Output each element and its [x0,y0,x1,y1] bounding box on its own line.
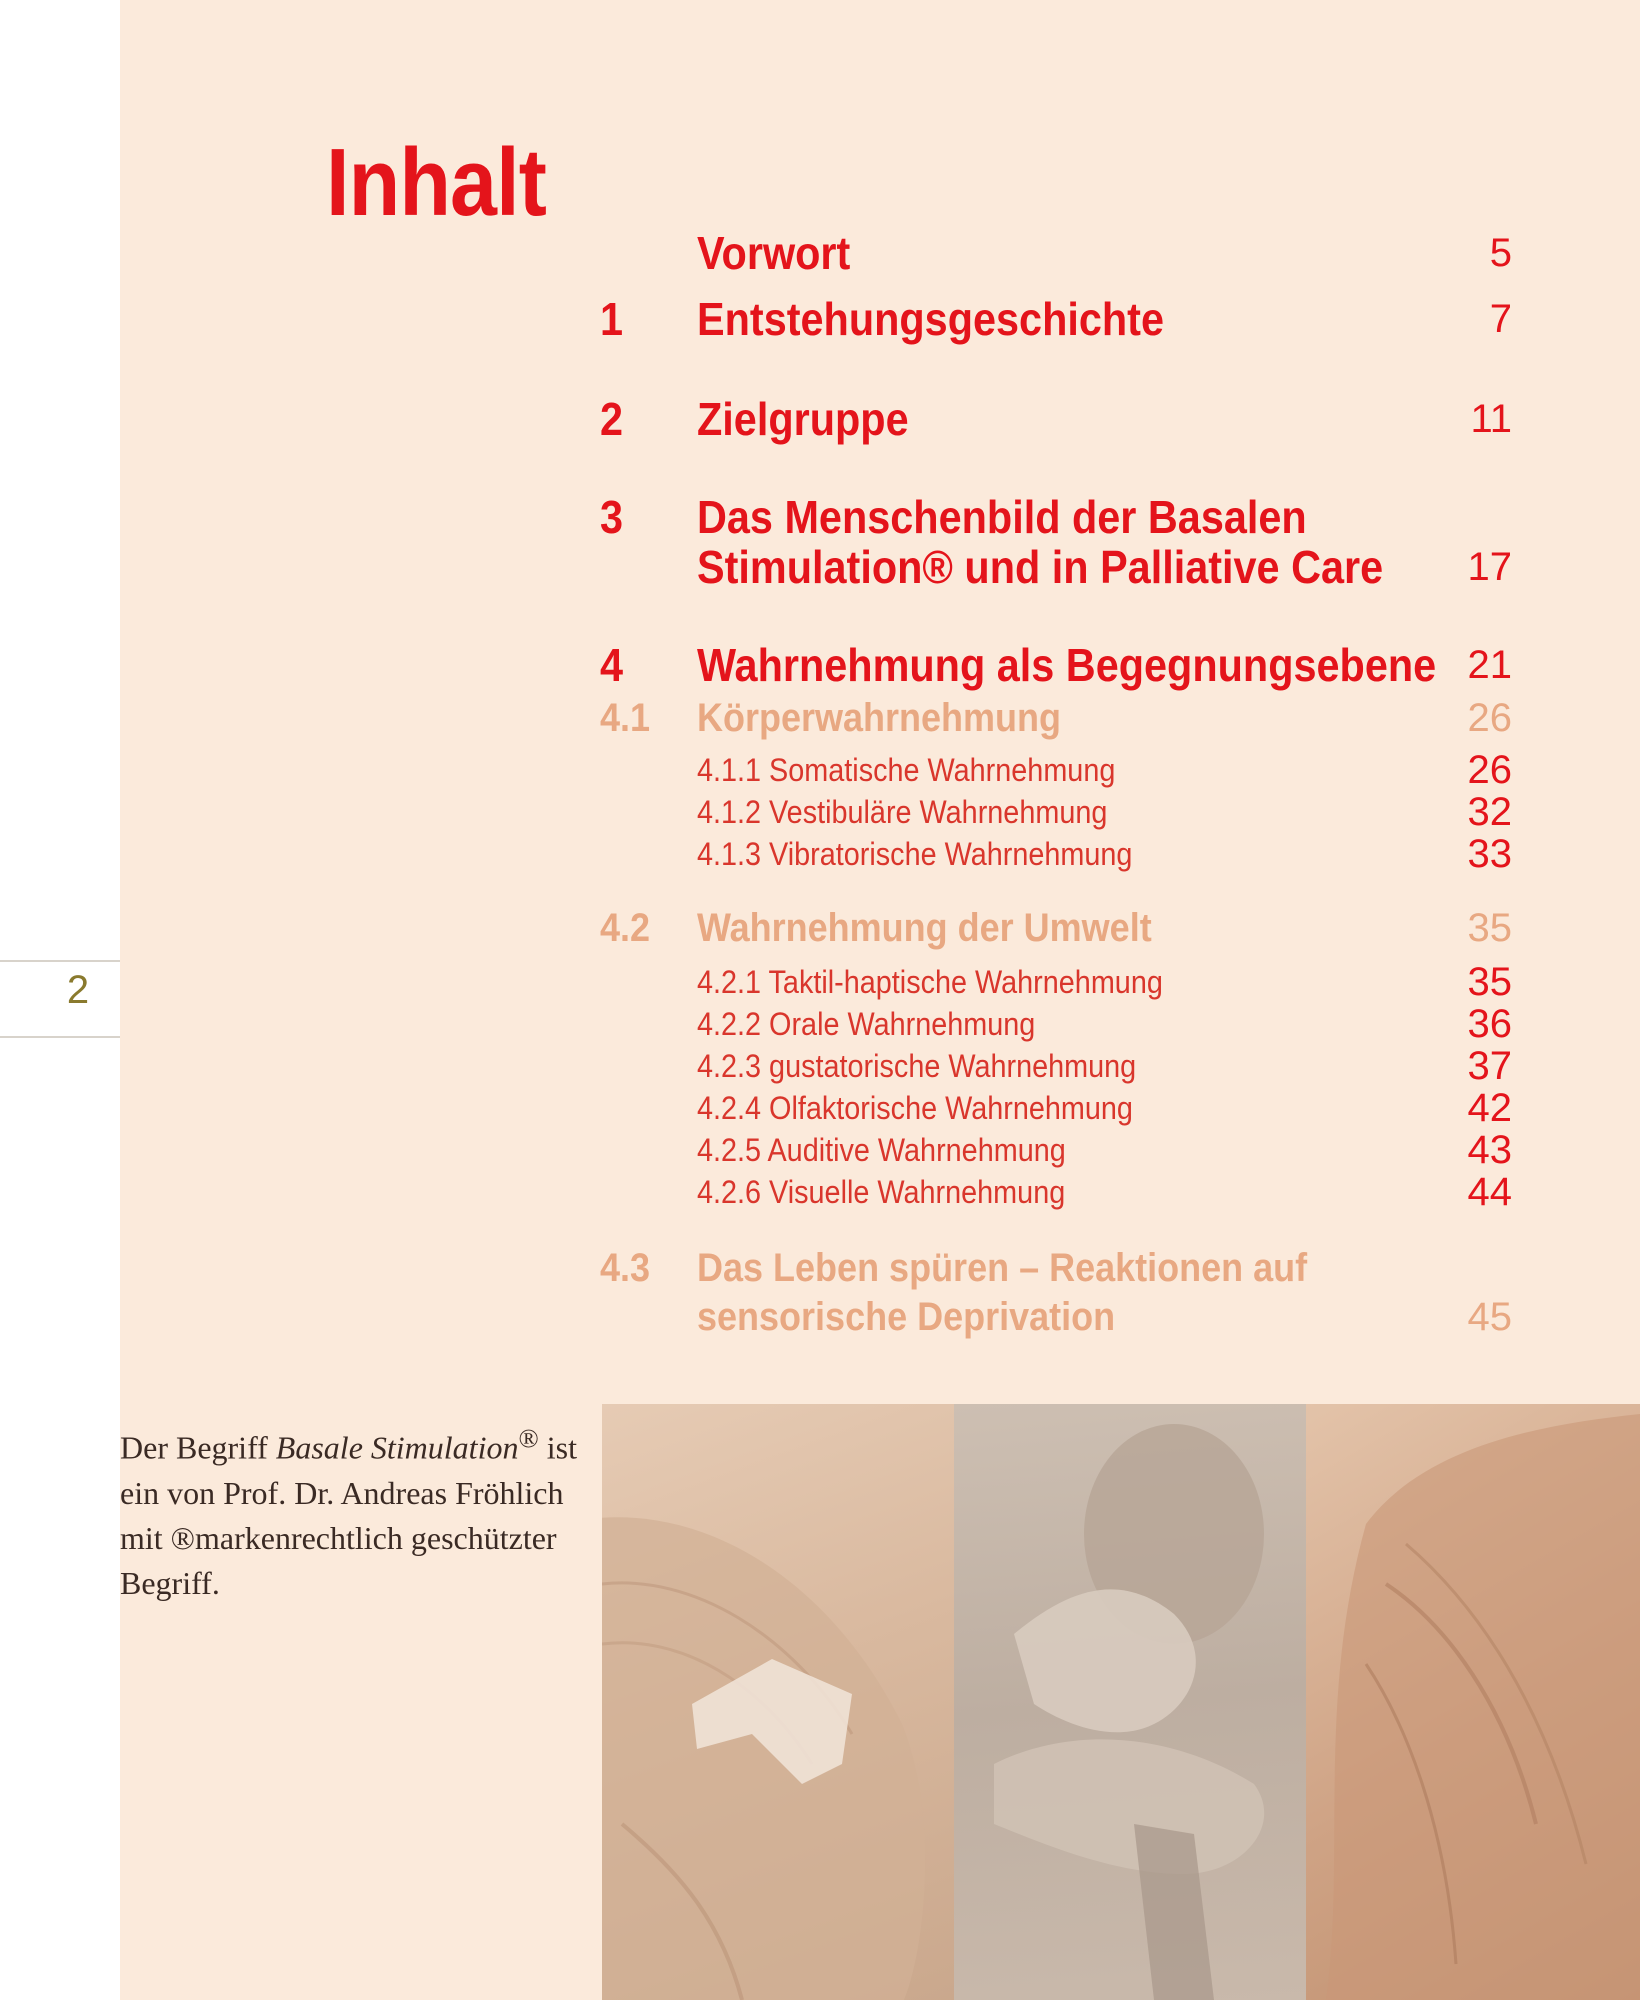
footnote-term: Basale Stimulation [275,1429,519,1466]
sculpted-hands-photo [954,1404,1306,2000]
toc-entry-label: Wahrnehmung als Begegnungsebene [697,639,1437,691]
hands-sculpture-illustration [954,1404,1306,2000]
toc-entry-label: 4.2.4 Olfaktorische Wahrnehmung [697,1090,1133,1126]
toc-entry-number: 4.3 [600,1246,651,1290]
toc-entry-label: 4.2.2 Orale Wahrnehmung [697,1006,1036,1042]
toc-entry-number: 4 [600,639,624,691]
toc-entry-page: 36 [1467,1002,1512,1046]
toc-entry-number: 4.2 [600,906,651,950]
page-number-rule-bottom [0,1036,120,1038]
toc-entry-page: 26 [1467,696,1512,740]
toc-entry-label: Vorwort [697,227,851,279]
toc-entry-number: 2 [600,393,624,445]
toc-entry-label: 4.1.1 Somatische Wahrnehmung [697,752,1116,788]
toc-entry-label: 4.1.2 Vestibuläre Wahrnehmung [697,794,1108,830]
drapery-illustration [1306,1404,1640,2000]
toc-entry-label: 4.2.1 Taktil-haptische Wahrnehmung [697,964,1163,1000]
toc-entry-page: 44 [1467,1170,1512,1214]
toc-entry-page: 37 [1467,1044,1512,1088]
toc-entry-label: Zielgruppe [697,393,909,445]
toc-entry-number: 1 [600,293,624,345]
toc-entry-page: 26 [1467,748,1512,792]
toc-entry-label: Wahrnehmung der Umwelt [697,906,1152,950]
toc-entry-page: 5 [1489,231,1512,275]
page-title: Inhalt [326,129,546,236]
registered-mark: ® [518,1423,539,1453]
toc-entry-page: 7 [1489,297,1512,341]
toc-entry-label-line-1: Das Menschenbild der Basalen [697,491,1307,543]
drapery-relief-photo [1306,1404,1640,2000]
toc-entry-page: 32 [1467,790,1512,834]
toc-entry-page: 42 [1467,1086,1512,1130]
toc-entry-page: 21 [1467,643,1512,687]
toc-entry-label: 4.2.3 gustatorische Wahrnehmung [697,1048,1137,1084]
toc-entry-page: 35 [1467,906,1512,950]
toc-entry-label-line-2: Stimulation® und in Palliative Care [697,541,1384,593]
footnote [120,1416,580,1606]
toc-entry-label: 4.2.6 Visuelle Wahrnehmung [697,1174,1066,1210]
toc-entry-number: 3 [600,491,624,543]
relief-carving-illustration [602,1404,954,2000]
page-number: 2 [66,968,90,1012]
toc-entry-page: 11 [1470,397,1512,441]
footnote-text-end: ist ein von Prof. Dr. Andreas Fröhlich mit ®markenrechtlich geschützter Begriff. [120,1429,577,1601]
page-number-rule-top [0,960,120,962]
toc-entry-label-line-2: sensorische Deprivation [697,1295,1116,1339]
footnote-text-start: Der Begriff [120,1429,276,1466]
stone-relief-photo [602,1404,954,2000]
toc-entry-number: 4.1 [600,696,651,740]
toc-entry-label: Körperwahrnehmung [697,696,1062,740]
toc-entry-page: 43 [1467,1128,1512,1172]
toc-entry-label: 4.2.5 Auditive Wahrnehmung [697,1132,1066,1168]
toc-entry-label: Entstehungsgeschichte [697,293,1164,345]
toc-entry-page: 45 [1467,1295,1512,1339]
toc-entry-label-line-1: Das Leben spüren – Reaktionen auf [697,1246,1308,1290]
toc-entry-page: 33 [1467,832,1512,876]
toc-entry-label: 4.1.3 Vibratorische Wahrnehmung [697,836,1133,872]
toc-entry-page: 35 [1467,960,1512,1004]
toc-entry-page: 17 [1467,545,1512,589]
